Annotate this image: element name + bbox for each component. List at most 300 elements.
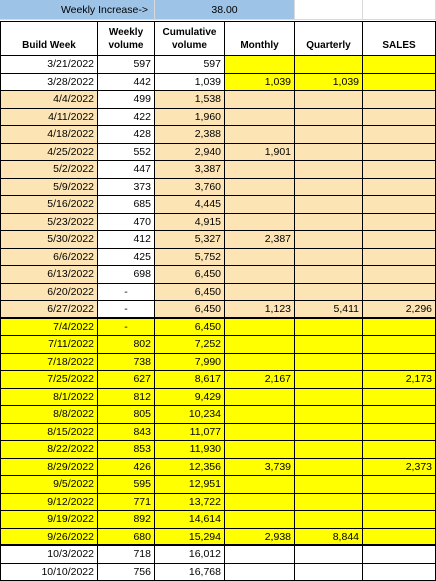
cell-quarterly[interactable] bbox=[295, 371, 363, 389]
header-label: Monthly bbox=[240, 39, 278, 52]
table-row bbox=[0, 319, 436, 337]
cell-quarterly[interactable] bbox=[295, 249, 363, 267]
cell-cumulative-volume[interactable] bbox=[155, 406, 225, 424]
cell-quarterly[interactable] bbox=[295, 546, 363, 564]
cell-value: 1,960 bbox=[195, 111, 221, 123]
table-row bbox=[0, 109, 436, 127]
cell-sales[interactable] bbox=[363, 424, 436, 442]
cell-value: 8/1/2022 bbox=[53, 391, 94, 403]
cell-value: 7/11/2022 bbox=[48, 338, 94, 350]
table-row bbox=[0, 126, 436, 144]
table-row bbox=[0, 284, 436, 302]
cell-cumulative-volume[interactable] bbox=[155, 511, 225, 529]
cell-value: 5,327 bbox=[195, 233, 221, 245]
table-row bbox=[0, 406, 436, 424]
cell-weekly-volume[interactable] bbox=[98, 144, 155, 162]
cell-weekly-volume[interactable] bbox=[98, 214, 155, 232]
cell-weekly-volume[interactable] bbox=[98, 161, 155, 179]
cell-value: - bbox=[124, 286, 128, 298]
cell-monthly[interactable] bbox=[225, 144, 295, 162]
cell-value: 4,915 bbox=[195, 216, 221, 228]
table-row bbox=[0, 546, 436, 564]
cell-build-week[interactable] bbox=[0, 284, 98, 302]
cell-monthly[interactable] bbox=[225, 564, 295, 581]
cell-value: 8/15/2022 bbox=[47, 426, 94, 438]
table-row bbox=[0, 564, 436, 581]
cell-cumulative-volume[interactable] bbox=[155, 249, 225, 267]
cell-quarterly[interactable] bbox=[295, 441, 363, 459]
cell-build-week[interactable] bbox=[0, 109, 98, 127]
cell-sales[interactable] bbox=[363, 406, 436, 424]
cell-build-week[interactable] bbox=[0, 249, 98, 267]
cell-sales[interactable] bbox=[363, 336, 436, 354]
cell-value: 13,722 bbox=[189, 496, 221, 508]
cell-cumulative-volume[interactable] bbox=[155, 459, 225, 477]
cell-sales[interactable] bbox=[363, 441, 436, 459]
cell-sales[interactable] bbox=[363, 56, 436, 74]
cell-monthly[interactable] bbox=[225, 441, 295, 459]
cell-build-week[interactable] bbox=[0, 371, 98, 389]
cell-value: 2,173 bbox=[406, 373, 432, 385]
cell-monthly[interactable] bbox=[225, 476, 295, 494]
cell-sales[interactable] bbox=[363, 319, 436, 337]
cell-cumulative-volume[interactable] bbox=[155, 354, 225, 372]
cell-value: 12,951 bbox=[189, 478, 221, 490]
cell-quarterly[interactable] bbox=[295, 389, 363, 407]
cell-value: 5,752 bbox=[195, 251, 221, 263]
cell-monthly[interactable] bbox=[225, 546, 295, 564]
cell-value: 7,990 bbox=[195, 356, 221, 368]
cell-build-week[interactable] bbox=[0, 56, 98, 74]
cell-value: 1,039 bbox=[333, 76, 359, 88]
header-weekly-volume[interactable] bbox=[98, 21, 155, 56]
cell-value: 426 bbox=[133, 461, 151, 473]
cell-cumulative-volume[interactable] bbox=[155, 546, 225, 564]
cell-build-week[interactable] bbox=[0, 546, 98, 564]
cell-monthly[interactable] bbox=[225, 511, 295, 529]
cell-quarterly[interactable] bbox=[295, 161, 363, 179]
cell-value: 5/9/2022 bbox=[53, 181, 94, 193]
cell-cumulative-volume[interactable] bbox=[155, 284, 225, 302]
cell-build-week[interactable] bbox=[0, 74, 98, 92]
cell-build-week[interactable] bbox=[0, 161, 98, 179]
cell-build-week[interactable] bbox=[0, 214, 98, 232]
table-row bbox=[0, 476, 436, 494]
cell-value: 428 bbox=[133, 128, 151, 140]
cell-weekly-volume[interactable] bbox=[98, 354, 155, 372]
cell-value: 5/30/2022 bbox=[47, 233, 94, 245]
cell-sales[interactable] bbox=[363, 249, 436, 267]
cell-monthly[interactable] bbox=[225, 109, 295, 127]
header-monthly[interactable] bbox=[225, 21, 295, 56]
table-row bbox=[0, 494, 436, 512]
cell-value: 680 bbox=[133, 531, 151, 543]
cell-build-week[interactable] bbox=[0, 231, 98, 249]
table-row bbox=[0, 196, 436, 214]
cell-value: 627 bbox=[133, 373, 151, 385]
cell-value: 11,077 bbox=[190, 426, 221, 438]
cell-sales[interactable] bbox=[363, 546, 436, 564]
cell-value: 447 bbox=[133, 163, 151, 175]
cell-monthly[interactable] bbox=[225, 196, 295, 214]
cell-value: 6/13/2022 bbox=[47, 268, 94, 280]
cell-quarterly[interactable] bbox=[295, 354, 363, 372]
cell-sales[interactable] bbox=[363, 109, 436, 127]
cell-value: 5/2/2022 bbox=[53, 163, 94, 175]
cell-cumulative-volume[interactable] bbox=[155, 441, 225, 459]
cell-value: 5/16/2022 bbox=[47, 198, 94, 210]
cell-sales[interactable] bbox=[363, 144, 436, 162]
cell-cumulative-volume[interactable] bbox=[155, 161, 225, 179]
cell-quarterly[interactable] bbox=[295, 494, 363, 512]
cell-value: 8/22/2022 bbox=[47, 443, 94, 455]
cell-build-week[interactable] bbox=[0, 301, 98, 319]
cell-sales[interactable] bbox=[363, 494, 436, 512]
cell-weekly-volume[interactable] bbox=[98, 56, 155, 74]
cell-value: 8,617 bbox=[195, 373, 221, 385]
cell-sales[interactable] bbox=[363, 126, 436, 144]
table-row bbox=[0, 459, 436, 477]
cell-monthly[interactable] bbox=[225, 161, 295, 179]
cell-quarterly[interactable] bbox=[295, 319, 363, 337]
cell-monthly[interactable] bbox=[225, 406, 295, 424]
cell-monthly[interactable] bbox=[225, 126, 295, 144]
cell-value: 1,123 bbox=[265, 303, 291, 315]
table-row bbox=[0, 301, 436, 319]
cell-value: 2,387 bbox=[265, 233, 291, 245]
cell-value: 685 bbox=[133, 198, 151, 210]
cell-sales[interactable] bbox=[363, 511, 436, 529]
cell-build-week[interactable] bbox=[0, 529, 98, 547]
cell-value: 3,760 bbox=[195, 181, 221, 193]
cell-monthly[interactable] bbox=[225, 319, 295, 337]
cell-sales[interactable] bbox=[363, 196, 436, 214]
cell-quarterly[interactable] bbox=[295, 336, 363, 354]
cell-value: 10,234 bbox=[189, 408, 221, 420]
cell-monthly[interactable] bbox=[225, 284, 295, 302]
cell-monthly[interactable] bbox=[225, 336, 295, 354]
cell-monthly[interactable] bbox=[225, 301, 295, 319]
cell-value: 718 bbox=[133, 548, 151, 560]
cell-monthly[interactable] bbox=[225, 74, 295, 92]
table-row bbox=[0, 56, 436, 74]
cell-value: 853 bbox=[133, 443, 151, 455]
cell-cumulative-volume[interactable] bbox=[155, 74, 225, 92]
cell-weekly-volume[interactable] bbox=[98, 126, 155, 144]
empty-cell[interactable] bbox=[295, 0, 363, 20]
cell-value: 6/20/2022 bbox=[47, 286, 94, 298]
cell-weekly-volume[interactable] bbox=[98, 231, 155, 249]
weekly-increase-value-cell[interactable] bbox=[155, 0, 295, 20]
cell-cumulative-volume[interactable] bbox=[155, 126, 225, 144]
cell-build-week[interactable] bbox=[0, 389, 98, 407]
cell-value: 812 bbox=[133, 391, 151, 403]
cell-value: - bbox=[124, 303, 128, 315]
cell-value: 412 bbox=[133, 233, 151, 245]
cell-monthly[interactable] bbox=[225, 249, 295, 267]
cell-monthly[interactable] bbox=[225, 266, 295, 284]
cell-build-week[interactable] bbox=[0, 476, 98, 494]
cell-weekly-volume[interactable] bbox=[98, 249, 155, 267]
cell-value: 7/25/2022 bbox=[47, 373, 94, 385]
cell-value: 6,450 bbox=[195, 286, 221, 298]
header-quarterly[interactable] bbox=[295, 21, 363, 56]
cell-build-week[interactable] bbox=[0, 319, 98, 337]
cell-cumulative-volume[interactable] bbox=[155, 319, 225, 337]
cell-weekly-volume[interactable] bbox=[98, 389, 155, 407]
cell-weekly-volume[interactable] bbox=[98, 406, 155, 424]
cell-weekly-volume[interactable] bbox=[98, 266, 155, 284]
cell-build-week[interactable] bbox=[0, 424, 98, 442]
cell-weekly-volume[interactable] bbox=[98, 529, 155, 547]
table-row bbox=[0, 179, 436, 197]
cell-quarterly[interactable] bbox=[295, 231, 363, 249]
cell-quarterly[interactable] bbox=[295, 301, 363, 319]
cell-sales[interactable] bbox=[363, 564, 436, 581]
cell-monthly[interactable] bbox=[225, 389, 295, 407]
cell-weekly-volume[interactable] bbox=[98, 371, 155, 389]
cell-quarterly[interactable] bbox=[295, 196, 363, 214]
cell-value: 12,356 bbox=[189, 461, 221, 473]
cell-weekly-volume[interactable] bbox=[98, 459, 155, 477]
cell-quarterly[interactable] bbox=[295, 459, 363, 477]
cell-weekly-volume[interactable] bbox=[98, 74, 155, 92]
cell-quarterly[interactable] bbox=[295, 284, 363, 302]
cell-value: 9/12/2022 bbox=[47, 496, 94, 508]
cell-build-week[interactable] bbox=[0, 336, 98, 354]
cell-quarterly[interactable] bbox=[295, 144, 363, 162]
cell-quarterly[interactable] bbox=[295, 126, 363, 144]
cell-cumulative-volume[interactable] bbox=[155, 476, 225, 494]
cell-build-week[interactable] bbox=[0, 511, 98, 529]
cell-sales[interactable] bbox=[363, 459, 436, 477]
cell-monthly[interactable] bbox=[225, 179, 295, 197]
table-row bbox=[0, 214, 436, 232]
cell-value: - bbox=[124, 321, 128, 333]
table-row bbox=[0, 74, 436, 92]
cell-quarterly[interactable] bbox=[295, 266, 363, 284]
header-build-week[interactable] bbox=[0, 21, 98, 56]
cell-weekly-volume[interactable] bbox=[98, 284, 155, 302]
cell-value: 8,844 bbox=[333, 531, 359, 543]
cell-weekly-volume[interactable] bbox=[98, 336, 155, 354]
cell-weekly-volume[interactable] bbox=[98, 494, 155, 512]
table-body bbox=[0, 56, 436, 581]
cell-value: 14,614 bbox=[189, 513, 221, 525]
cell-cumulative-volume[interactable] bbox=[155, 196, 225, 214]
cell-monthly[interactable] bbox=[225, 231, 295, 249]
cell-cumulative-volume[interactable] bbox=[155, 266, 225, 284]
cell-weekly-volume[interactable] bbox=[98, 179, 155, 197]
cell-cumulative-volume[interactable] bbox=[155, 301, 225, 319]
table-row bbox=[0, 354, 436, 372]
table-row bbox=[0, 266, 436, 284]
cell-sales[interactable] bbox=[363, 74, 436, 92]
cell-cumulative-volume[interactable] bbox=[155, 371, 225, 389]
cell-build-week[interactable] bbox=[0, 354, 98, 372]
cell-value: 499 bbox=[133, 93, 151, 105]
cell-value: 4/4/2022 bbox=[53, 93, 94, 105]
cell-sales[interactable] bbox=[363, 371, 436, 389]
cell-cumulative-volume[interactable] bbox=[155, 336, 225, 354]
header-sales[interactable] bbox=[363, 21, 436, 56]
cell-build-week[interactable] bbox=[0, 91, 98, 109]
cell-cumulative-volume[interactable] bbox=[155, 91, 225, 109]
cell-value: 9/19/2022 bbox=[47, 513, 94, 525]
cell-cumulative-volume[interactable] bbox=[155, 424, 225, 442]
cell-sales[interactable] bbox=[363, 529, 436, 547]
table-row bbox=[0, 161, 436, 179]
cell-quarterly[interactable] bbox=[295, 476, 363, 494]
cell-value: 4/18/2022 bbox=[47, 128, 94, 140]
cell-sales[interactable] bbox=[363, 284, 436, 302]
cell-value: 442 bbox=[133, 76, 151, 88]
table-row bbox=[0, 91, 436, 109]
cell-value: 7/18/2022 bbox=[47, 356, 94, 368]
cell-build-week[interactable] bbox=[0, 196, 98, 214]
weekly-increase-label-cell[interactable] bbox=[0, 0, 155, 20]
cell-value: 6/27/2022 bbox=[47, 303, 94, 315]
cell-weekly-volume[interactable] bbox=[98, 109, 155, 127]
cell-value: 6/6/2022 bbox=[53, 251, 94, 263]
weekly-increase-label: Weekly Increase-> bbox=[61, 4, 148, 16]
cell-sales[interactable] bbox=[363, 476, 436, 494]
cell-weekly-volume[interactable] bbox=[98, 441, 155, 459]
cell-sales[interactable] bbox=[363, 301, 436, 319]
cell-quarterly[interactable] bbox=[295, 564, 363, 581]
cell-cumulative-volume[interactable] bbox=[155, 179, 225, 197]
cell-sales[interactable] bbox=[363, 354, 436, 372]
cell-value: 595 bbox=[133, 478, 151, 490]
cell-weekly-volume[interactable] bbox=[98, 564, 155, 581]
cell-weekly-volume[interactable] bbox=[98, 91, 155, 109]
table-row bbox=[0, 529, 436, 547]
cell-sales[interactable] bbox=[363, 266, 436, 284]
cell-value: 3/28/2022 bbox=[47, 76, 94, 88]
cell-build-week[interactable] bbox=[0, 494, 98, 512]
cell-value: 1,039 bbox=[195, 76, 221, 88]
cell-quarterly[interactable] bbox=[295, 179, 363, 197]
cell-quarterly[interactable] bbox=[295, 109, 363, 127]
cell-monthly[interactable] bbox=[225, 354, 295, 372]
cell-cumulative-volume[interactable] bbox=[155, 144, 225, 162]
cell-build-week[interactable] bbox=[0, 564, 98, 581]
cell-sales[interactable] bbox=[363, 179, 436, 197]
cell-value: 422 bbox=[133, 111, 151, 123]
cell-value: 756 bbox=[133, 566, 151, 578]
cell-monthly[interactable] bbox=[225, 371, 295, 389]
cell-quarterly[interactable] bbox=[295, 56, 363, 74]
cell-monthly[interactable] bbox=[225, 56, 295, 74]
cell-weekly-volume[interactable] bbox=[98, 319, 155, 337]
weekly-increase-value: 38.00 bbox=[211, 4, 237, 16]
cell-sales[interactable] bbox=[363, 161, 436, 179]
cell-value: 738 bbox=[133, 356, 151, 368]
cell-sales[interactable] bbox=[363, 91, 436, 109]
cell-quarterly[interactable] bbox=[295, 424, 363, 442]
cell-build-week[interactable] bbox=[0, 406, 98, 424]
header-label: SALES bbox=[382, 39, 415, 52]
cell-value: 2,373 bbox=[406, 461, 432, 473]
cell-cumulative-volume[interactable] bbox=[155, 564, 225, 581]
cell-quarterly[interactable] bbox=[295, 74, 363, 92]
cell-value: 16,012 bbox=[189, 548, 221, 560]
cell-value: 552 bbox=[133, 146, 151, 158]
cell-weekly-volume[interactable] bbox=[98, 301, 155, 319]
table-row bbox=[0, 511, 436, 529]
cell-sales[interactable] bbox=[363, 231, 436, 249]
cell-value: 5/23/2022 bbox=[47, 216, 94, 228]
cell-value: 10/10/2022 bbox=[41, 566, 94, 578]
cell-cumulative-volume[interactable] bbox=[155, 529, 225, 547]
cell-monthly[interactable] bbox=[225, 494, 295, 512]
cell-value: 1,901 bbox=[265, 146, 291, 158]
cell-monthly[interactable] bbox=[225, 91, 295, 109]
cell-weekly-volume[interactable] bbox=[98, 546, 155, 564]
cell-quarterly[interactable] bbox=[295, 511, 363, 529]
cell-weekly-volume[interactable] bbox=[98, 511, 155, 529]
cell-cumulative-volume[interactable] bbox=[155, 231, 225, 249]
cell-cumulative-volume[interactable] bbox=[155, 214, 225, 232]
cell-weekly-volume[interactable] bbox=[98, 424, 155, 442]
cell-value: 2,388 bbox=[195, 128, 221, 140]
cell-value: 698 bbox=[133, 268, 151, 280]
cell-value: 597 bbox=[203, 58, 221, 70]
cell-build-week[interactable] bbox=[0, 441, 98, 459]
cell-build-week[interactable] bbox=[0, 126, 98, 144]
column-header-row bbox=[0, 21, 436, 56]
cell-value: 4,445 bbox=[195, 198, 221, 210]
cell-sales[interactable] bbox=[363, 214, 436, 232]
cell-cumulative-volume[interactable] bbox=[155, 109, 225, 127]
cell-cumulative-volume[interactable] bbox=[155, 56, 225, 74]
cell-monthly[interactable] bbox=[225, 214, 295, 232]
cell-value: 2,167 bbox=[265, 373, 291, 385]
cell-value: 597 bbox=[133, 58, 151, 70]
cell-monthly[interactable] bbox=[225, 529, 295, 547]
cell-value: 7,252 bbox=[195, 338, 221, 350]
cell-build-week[interactable] bbox=[0, 144, 98, 162]
table-row bbox=[0, 371, 436, 389]
cell-value: 8/8/2022 bbox=[53, 408, 94, 420]
cell-cumulative-volume[interactable] bbox=[155, 494, 225, 512]
cell-value: 1,039 bbox=[265, 76, 291, 88]
empty-cell[interactable] bbox=[363, 0, 436, 20]
cell-cumulative-volume[interactable] bbox=[155, 389, 225, 407]
cell-build-week[interactable] bbox=[0, 459, 98, 477]
cell-weekly-volume[interactable] bbox=[98, 196, 155, 214]
cell-quarterly[interactable] bbox=[295, 214, 363, 232]
cell-build-week[interactable] bbox=[0, 266, 98, 284]
cell-monthly[interactable] bbox=[225, 459, 295, 477]
header-label: Weekly volume bbox=[98, 26, 154, 52]
cell-value: 425 bbox=[133, 251, 151, 263]
cell-sales[interactable] bbox=[363, 389, 436, 407]
cell-quarterly[interactable] bbox=[295, 529, 363, 547]
table-row bbox=[0, 441, 436, 459]
cell-monthly[interactable] bbox=[225, 424, 295, 442]
cell-quarterly[interactable] bbox=[295, 91, 363, 109]
header-cumulative-volume[interactable] bbox=[155, 21, 225, 56]
cell-quarterly[interactable] bbox=[295, 406, 363, 424]
cell-value: 6,450 bbox=[195, 303, 221, 315]
cell-value: 373 bbox=[133, 181, 151, 193]
cell-weekly-volume[interactable] bbox=[98, 476, 155, 494]
cell-build-week[interactable] bbox=[0, 179, 98, 197]
cell-value: 802 bbox=[133, 338, 151, 350]
table-row bbox=[0, 249, 436, 267]
cell-value: 9/26/2022 bbox=[47, 531, 94, 543]
